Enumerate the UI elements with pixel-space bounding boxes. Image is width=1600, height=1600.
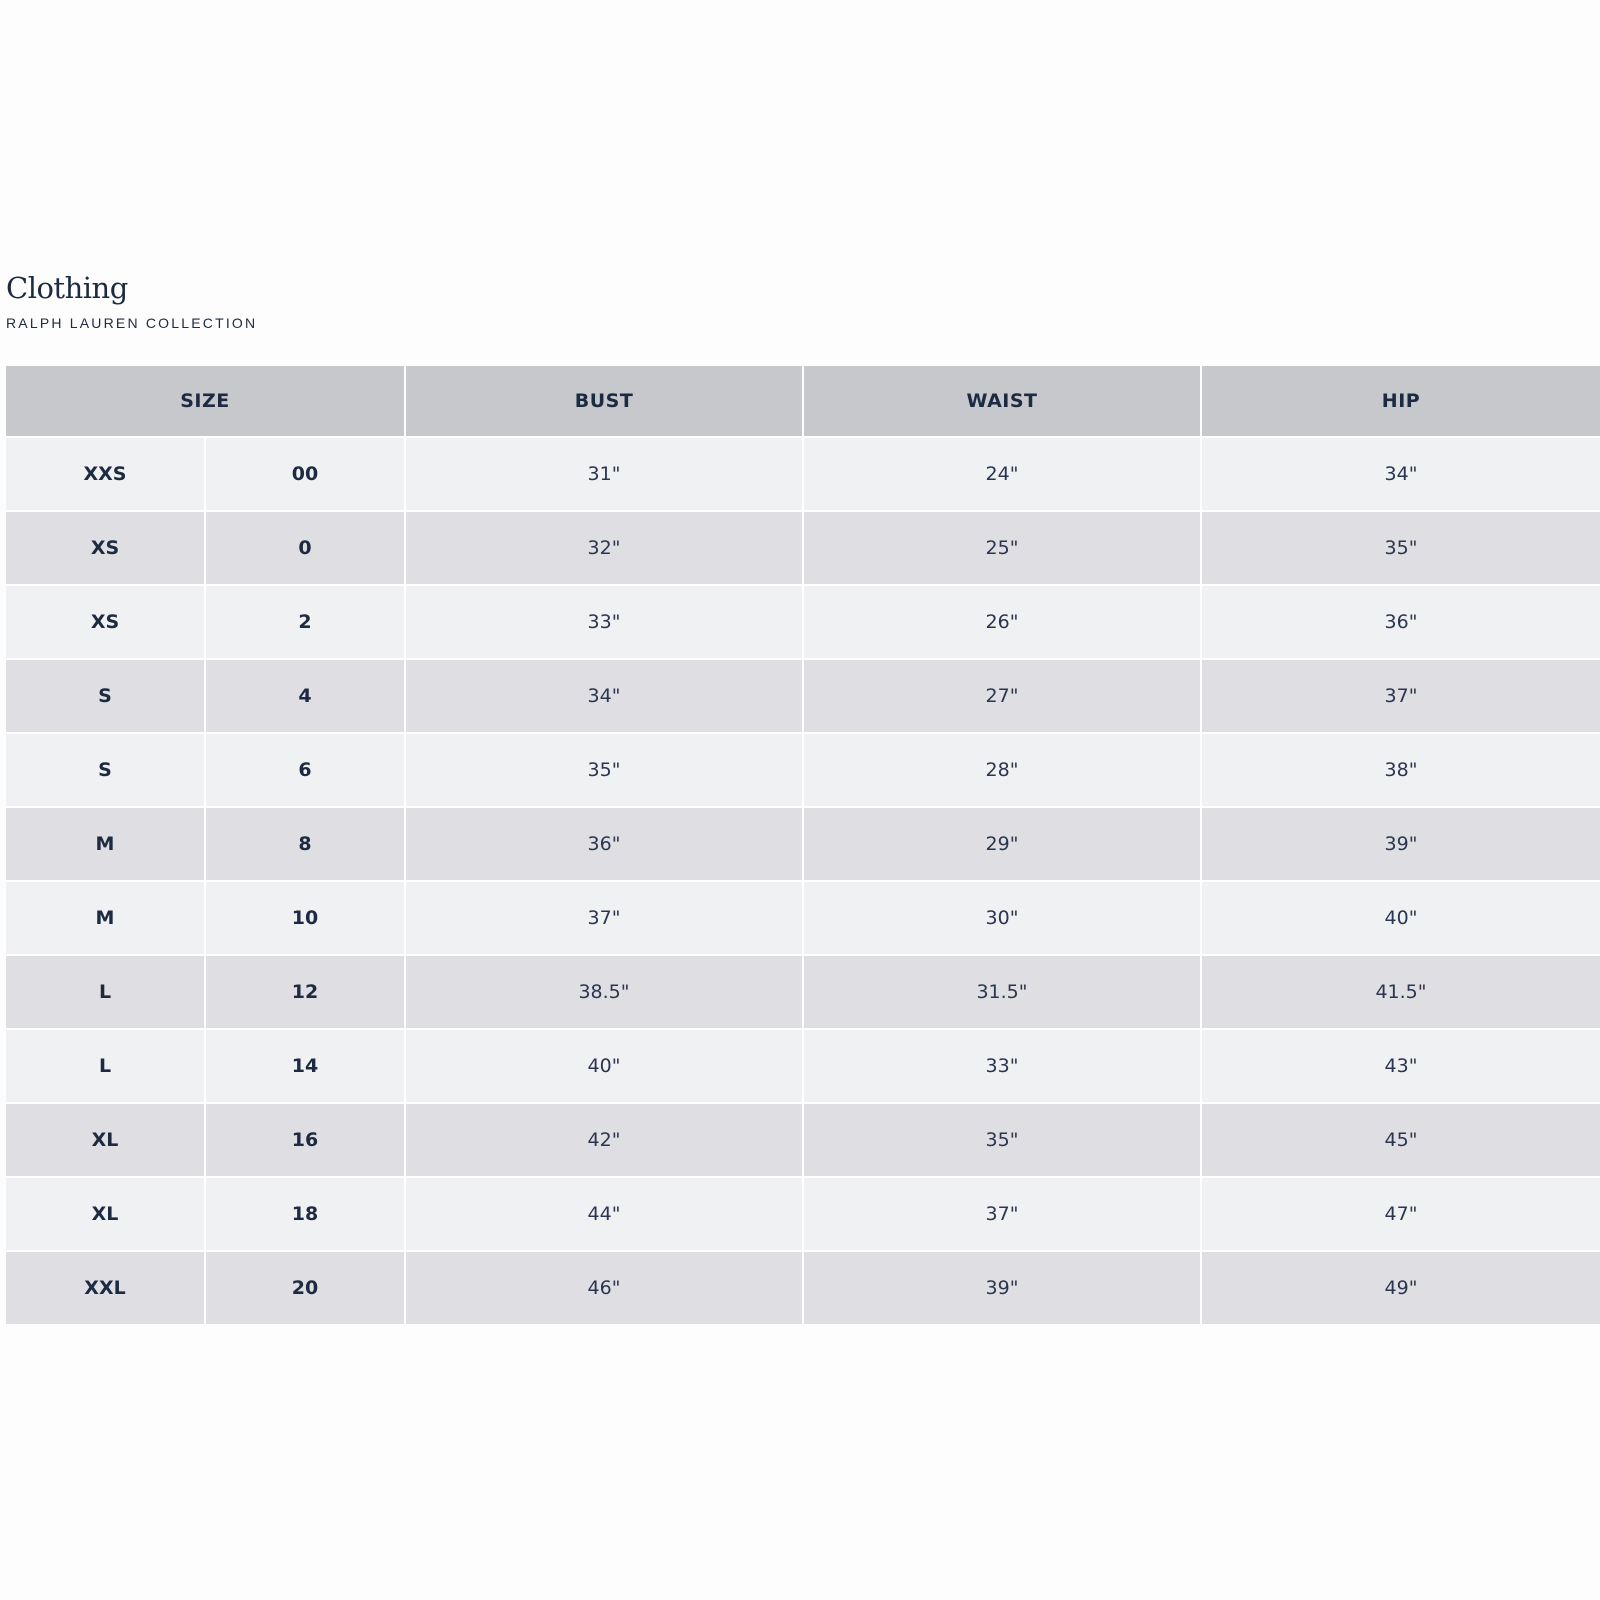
size-letter-cell: XXS (6, 438, 206, 510)
table-row (6, 954, 1600, 1028)
size-letter-cell: L (6, 1030, 206, 1102)
size-letter-cell: XL (6, 1104, 206, 1176)
table-row (6, 1028, 1600, 1102)
table-row (6, 732, 1600, 806)
table-row (6, 1250, 1600, 1324)
size-letter-cell: M (6, 808, 206, 880)
chart-heading (6, 270, 257, 332)
bust-cell: 42" (406, 1104, 804, 1176)
waist-cell: 33" (804, 1030, 1202, 1102)
hip-cell: 45" (1202, 1104, 1600, 1176)
hip-cell: 36" (1202, 586, 1600, 658)
hip-cell: 41.5" (1202, 956, 1600, 1028)
bust-cell: 44" (406, 1178, 804, 1250)
size-number-cell: 20 (206, 1252, 406, 1324)
hip-cell: 38" (1202, 734, 1600, 806)
bust-cell: 40" (406, 1030, 804, 1102)
waist-cell: 24" (804, 438, 1202, 510)
waist-cell: 39" (804, 1252, 1202, 1324)
size-letter-cell: XS (6, 512, 206, 584)
table-row (6, 510, 1600, 584)
bust-cell: 35" (406, 734, 804, 806)
hip-cell: 35" (1202, 512, 1600, 584)
table-row (6, 880, 1600, 954)
bust-cell: 37" (406, 882, 804, 954)
size-letter-cell: XS (6, 586, 206, 658)
size-letter-cell: XXL (6, 1252, 206, 1324)
size-chart-table (6, 366, 1600, 1324)
bust-cell: 38.5" (406, 956, 804, 1028)
bust-cell: 34" (406, 660, 804, 732)
waist-cell: 37" (804, 1178, 1202, 1250)
size-letter-cell: S (6, 660, 206, 732)
hip-cell: 47" (1202, 1178, 1600, 1250)
bust-cell: 46" (406, 1252, 804, 1324)
size-number-cell: 8 (206, 808, 406, 880)
header-hip: HIP (1202, 366, 1600, 436)
table-row (6, 1102, 1600, 1176)
header-size: SIZE (6, 366, 406, 436)
size-letter-cell: S (6, 734, 206, 806)
size-letter-cell: L (6, 956, 206, 1028)
waist-cell: 29" (804, 808, 1202, 880)
bust-cell: 32" (406, 512, 804, 584)
waist-cell: 28" (804, 734, 1202, 806)
hip-cell: 39" (1202, 808, 1600, 880)
hip-cell: 37" (1202, 660, 1600, 732)
size-number-cell: 0 (206, 512, 406, 584)
table-row (6, 1176, 1600, 1250)
size-number-cell: 14 (206, 1030, 406, 1102)
bust-cell: 36" (406, 808, 804, 880)
size-number-cell: 18 (206, 1178, 406, 1250)
size-number-cell: 12 (206, 956, 406, 1028)
waist-cell: 25" (804, 512, 1202, 584)
size-number-cell: 16 (206, 1104, 406, 1176)
table-row (6, 658, 1600, 732)
size-number-cell: 00 (206, 438, 406, 510)
hip-cell: 43" (1202, 1030, 1600, 1102)
waist-cell: 26" (804, 586, 1202, 658)
size-number-cell: 2 (206, 586, 406, 658)
header-waist: WAIST (804, 366, 1202, 436)
size-number-cell: 4 (206, 660, 406, 732)
size-letter-cell: M (6, 882, 206, 954)
waist-cell: 35" (804, 1104, 1202, 1176)
bust-cell: 31" (406, 438, 804, 510)
hip-cell: 34" (1202, 438, 1600, 510)
hip-cell: 40" (1202, 882, 1600, 954)
table-header-row (6, 366, 1600, 436)
table-body (6, 436, 1600, 1324)
page-title: Clothing (6, 271, 128, 305)
page-subtitle: RALPH LAUREN COLLECTION (6, 315, 258, 331)
table-row (6, 806, 1600, 880)
waist-cell: 31.5" (804, 956, 1202, 1028)
header-bust: BUST (406, 366, 804, 436)
table-row (6, 584, 1600, 658)
table-row (6, 436, 1600, 510)
size-number-cell: 6 (206, 734, 406, 806)
waist-cell: 27" (804, 660, 1202, 732)
waist-cell: 30" (804, 882, 1202, 954)
bust-cell: 33" (406, 586, 804, 658)
size-letter-cell: XL (6, 1178, 206, 1250)
hip-cell: 49" (1202, 1252, 1600, 1324)
size-number-cell: 10 (206, 882, 406, 954)
